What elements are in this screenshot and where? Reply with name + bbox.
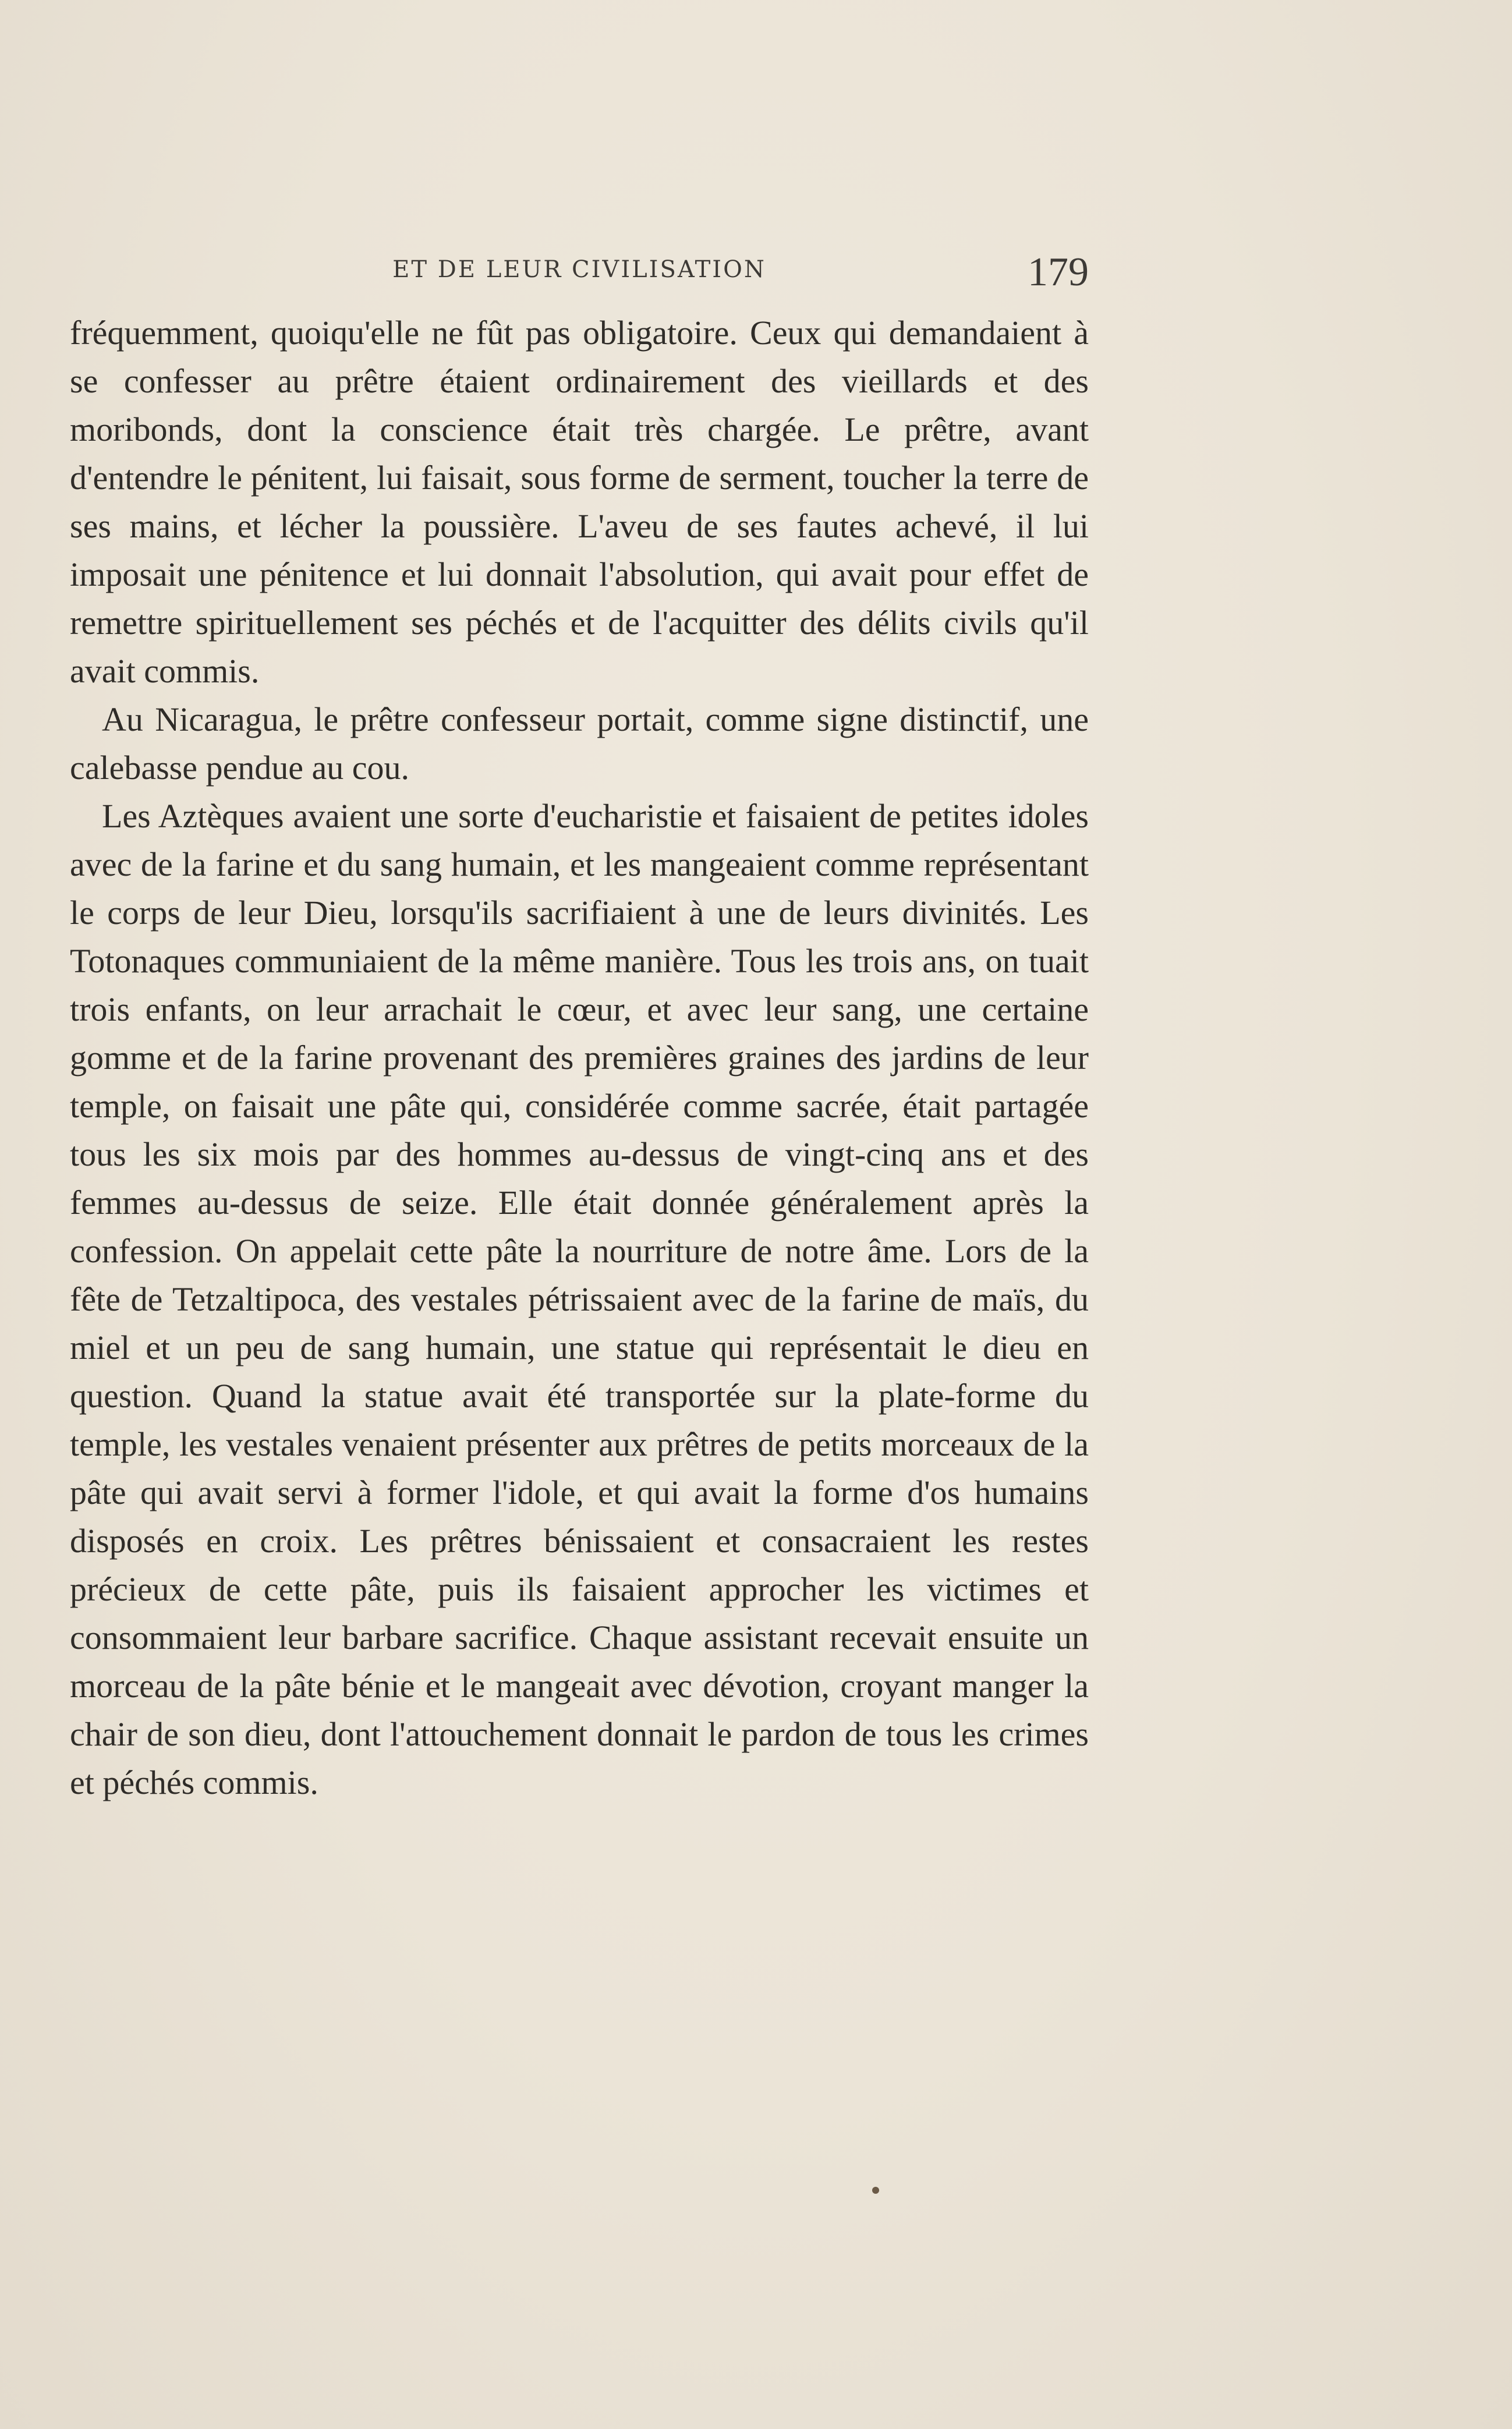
paper-speck <box>872 2187 879 2194</box>
running-header <box>70 245 1089 309</box>
paragraph-confession: fréquemment, quoiqu'elle ne fût pas obligatoire. Ceux qui demandaient à se confesser au prêtre étaient ordinairement des vieillards et des moribonds, dont la conscience était très chargée. Le prêtre, avant d'entendre le pénitent, lui faisait, sous forme de serment, toucher la terre de ses mains, et lécher la poussière. L'aveu de ses fautes achevé, il lui imposait une pénitence et lui donnait l'absolution, qui avait pour effet de remettre spirituellement ses péchés et de l'acquitter des délits civils qu'il avait commis. <box>70 314 1089 690</box>
page-number: 179 <box>1028 250 1089 295</box>
running-title: ET DE LEUR CIVILISATION <box>392 256 766 283</box>
paragraph-eucharist: Les Aztèques avaient une sorte d'eucharistie et faisaient de petites idoles avec de la farine et du sang humain, et les mangeaient comme représentant le corps de leur Dieu, lorsqu'ils sacrifiaient à une de leurs divinités. Les Totonaques communiaient de la même manière. Tous les trois ans, on tuait trois enfants, on leur arrachait le cœur, et avec leur sang, une certaine gomme et de la farine provenant des premières graines des jardins de leur temple, on faisait une pâte qui, considérée comme sacrée, était partagée tous les six mois par des hommes au-dessus de vingt-cinq ans et des femmes au-dessus de seize. Elle était donnée généralement après la confession. On appelait cette pâte la nourriture de notre âme. Lors de la fête de Tetzaltipoca, des vestales pétrissaient avec de la farine de maïs, du miel et un peu de sang humain, une statue qui représentait le dieu en question. Quand la statue avait été transportée sur la plate-forme du temple, les vestales venaient présenter aux prêtres de petits morceaux de la pâte qui avait servi à former l'idole, et qui avait la forme d'os humains disposés en croix. Les prêtres bénissaient et consacraient les restes précieux de cette pâte, puis ils faisaient approcher les victimes et consommaient leur barbare sacrifice. Chaque assistant recevait ensuite un morceau de la pâte bénie et le mangeait avec dévotion, croyant manger la chair de son dieu, dont l'attouchement donnait le pardon de tous les crimes et péchés commis. <box>70 797 1089 1801</box>
body-text <box>70 309 1089 1807</box>
paragraph-nicaragua: Au Nicaragua, le prêtre confesseur portait, comme signe distinctif, une calebasse pendue au cou. <box>70 700 1089 787</box>
